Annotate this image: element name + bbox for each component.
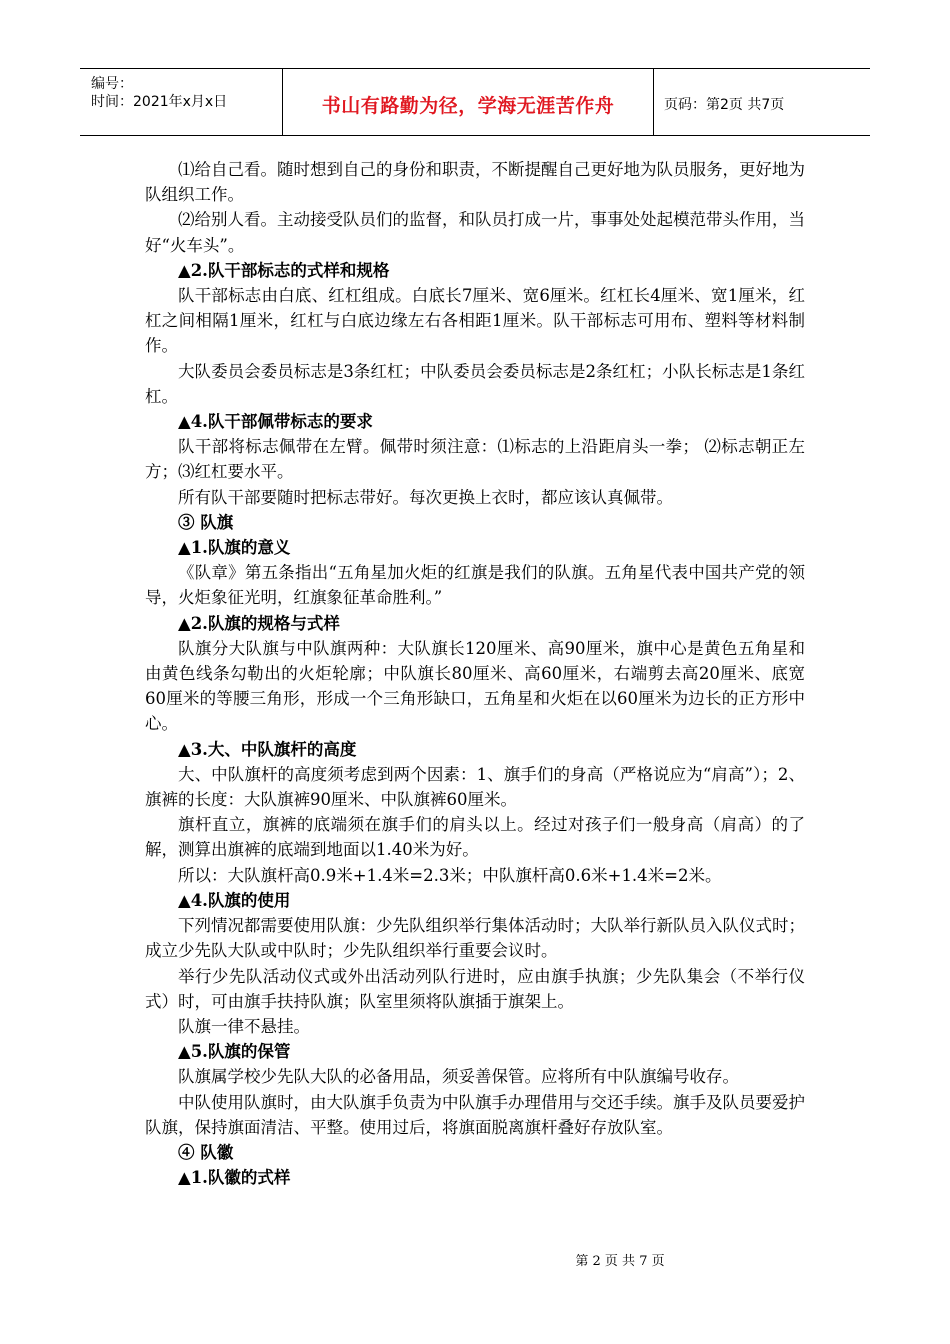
paragraph: ⑴给自己看。随时想到自己的身份和职责，不断提醒自己更好地为队员服务，更好地为队组织工作。 [145, 160, 805, 205]
header-motto: 书山有路勤为径，学海无涯苦作舟 [283, 69, 654, 135]
paragraph: 队旗属学校少先队大队的必备用品，须妥善保管。应将所有中队旗编号收存。 [178, 1067, 739, 1087]
chapter-heading: ④ 队徽 [178, 1142, 234, 1162]
section-heading: ▲1.队旗的意义 [178, 538, 291, 558]
paragraph: 队旗分大队旗与中队旗两种：大队旗长120厘米、高90厘米，旗中心是黄色五角星和由黄色线条勾勒出的火炬轮廓；中队旗长80厘米、高60厘米，右端剪去高20厘米、底宽60厘米的等腰三角形，形成一个三角形缺口，五角星和火炬在以60厘米为边长的正方形中心。 [145, 638, 805, 734]
section-heading: ▲1.队徽的式样 [178, 1168, 291, 1188]
section-heading: ▲4.队干部佩带标志的要求 [178, 412, 373, 432]
document-date: 时间：2021年x月x日 [91, 94, 228, 110]
paragraph: 队旗一律不悬挂。 [178, 1016, 310, 1036]
section-heading: ▲3.大、中队旗杆的高度 [178, 739, 357, 759]
section-heading: ▲4.队旗的使用 [178, 890, 291, 910]
paragraph: 下列情况都需要使用队旗：少先队组织举行集体活动时；大队举行新队员入队仪式时；成立少先队大队或中队时；少先队组织举行重要会议时。 [145, 916, 805, 961]
section-heading: ▲2.队干部标志的式样和规格 [178, 260, 390, 280]
paragraph: 大、中队旗杆的高度须考虑到两个因素：1、旗手们的身高（严格说应为“肩高”）；2、旗裤的长度：大队旗裤90厘米、中队旗裤60厘米。 [145, 764, 805, 810]
page-header [80, 68, 870, 136]
page-footer: 第 2 页 共 7 页 [575, 1254, 665, 1269]
section-heading: ▲5.队旗的保管 [178, 1042, 291, 1062]
paragraph: 队干部将标志佩带在左臂。佩带时须注意：⑴标志的上沿距肩头一拳； ⑵标志朝正左方；⑶红杠要水平。 [145, 437, 805, 482]
paragraph: 中队使用队旗时，由大队旗手负责为中队旗手办理借用与交还手续。旗手及队员要爱护队旗，保持旗面清洁、平整。使用过后，将旗面脱离旗杆叠好存放队室。 [145, 1092, 805, 1137]
paragraph: 旗杆直立，旗裤的底端须在旗手们的肩头以上。经过对孩子们一般身高（肩高）的了解，测算出旗裤的底端到地面以1.40米为好。 [145, 815, 805, 860]
paragraph: 大队委员会委员标志是3条红杠；中队委员会委员标志是2条红杠；小队长标志是1条红杠。 [145, 361, 805, 406]
paragraph: 《队章》第五条指出“五角星加火炬的红旗是我们的队旗。五角星代表中国共产党的领导，火炬象征光明，红旗象征革命胜利。” [145, 563, 805, 608]
document-number: 编号： [91, 76, 133, 92]
paragraph: 所有队干部要随时把标志带好。每次更换上衣时，都应该认真佩带。 [178, 487, 673, 507]
paragraph: 队干部标志由白底、红杠组成。白底长7厘米、宽6厘米。红杠长4厘米、宽1厘米，红杠之间相隔1厘米，红杠与白底边缘左右各相距1厘米。队干部标志可用布、塑料等材料制作。 [145, 286, 805, 356]
paragraph: 举行少先队活动仪式或外出活动列队行进时，应由旗手执旗；少先队集会（不举行仪式）时，可由旗手扶持队旗；队室里须将队旗插于旗架上。 [145, 966, 805, 1011]
header-page-info: 页码：第2页 共7页 [664, 97, 785, 113]
paragraph: 所以：大队旗杆高0.9米+1.4米=2.3米；中队旗杆高0.6米+1.4米=2米。 [178, 865, 722, 885]
document-body [145, 157, 805, 1190]
chapter-heading: ③ 队旗 [178, 512, 234, 532]
section-heading: ▲2.队旗的规格与式样 [178, 613, 340, 633]
header-meta [80, 69, 283, 135]
paragraph: ⑵给别人看。主动接受队员们的监督，和队员打成一片，事事处处起模范带头作用，当好“火车头”。 [145, 210, 805, 255]
